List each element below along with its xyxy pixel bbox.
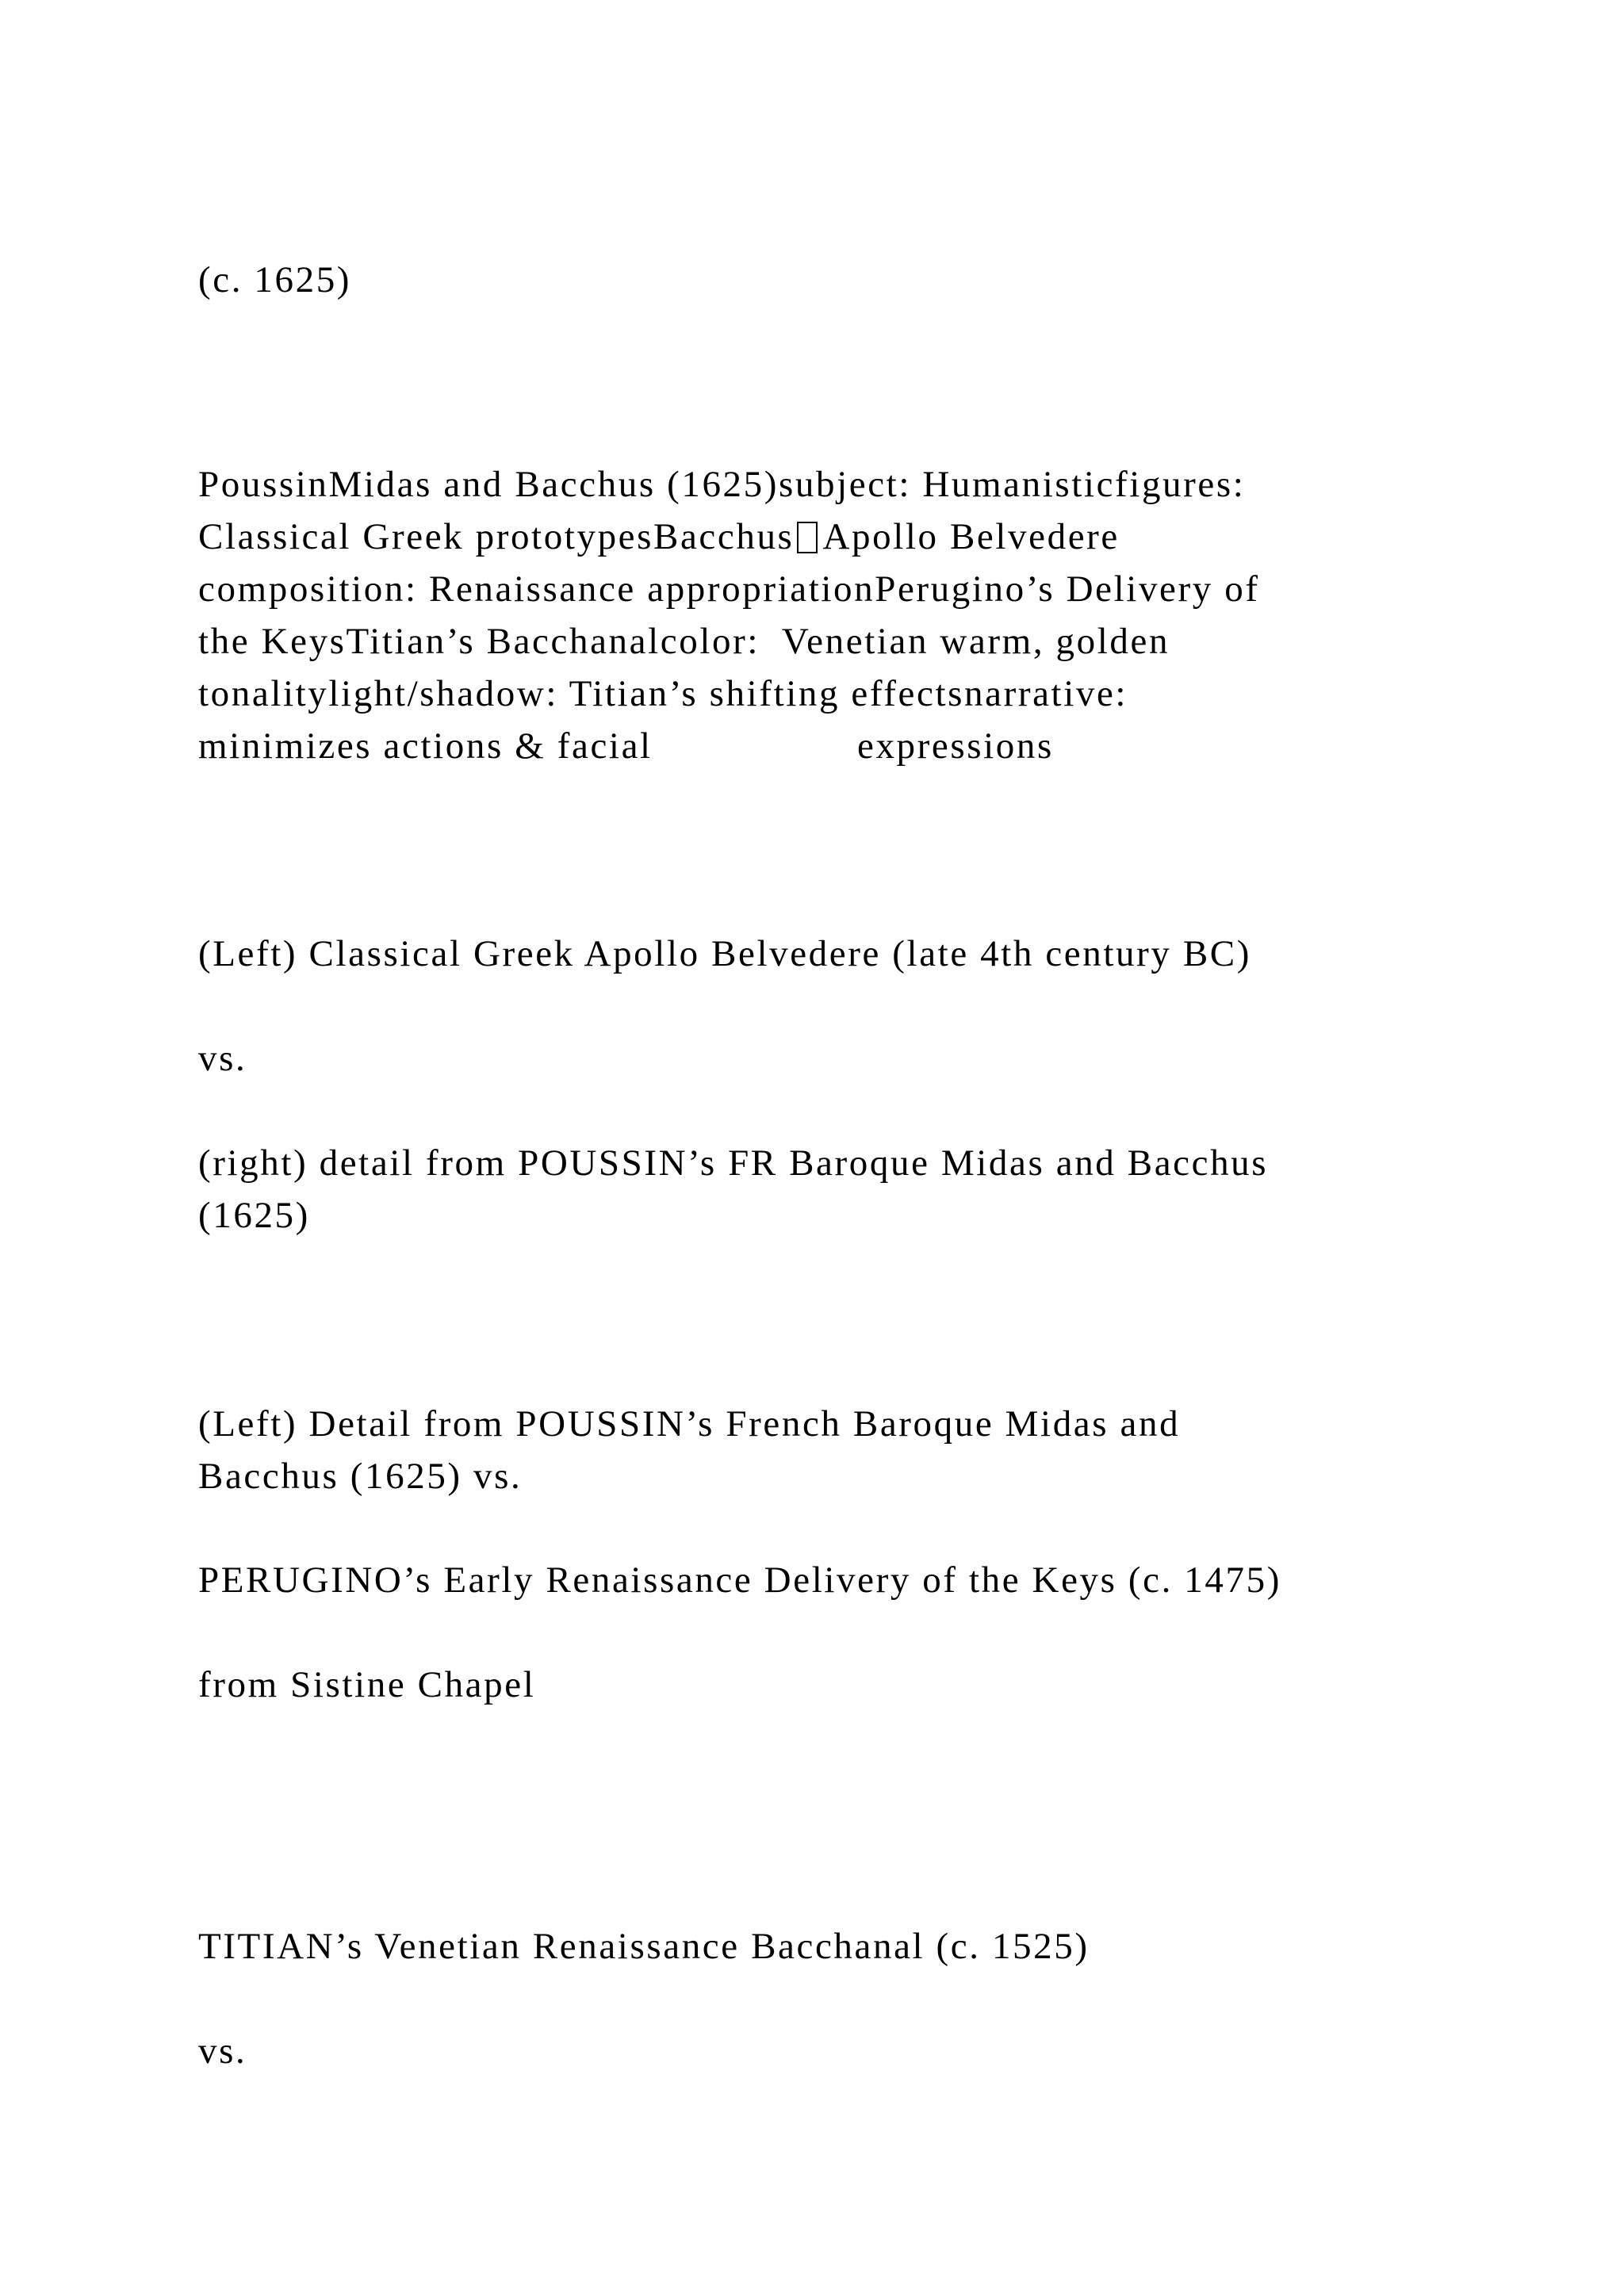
text-line: TITIAN’s Venetian Renaissance Bacchanal (c. 1525) [198,1926,1090,1967]
text-line: the KeysTitian’s Bacchanalcolor: Venetian warm, golden [198,621,1170,662]
poussin-french-caption [198,1398,1467,1502]
text-line: (Left) Classical Greek Apollo Belvedere (late 4th century BC) [198,933,1251,974]
missing-glyph-icon [797,522,818,553]
vs-separator [198,2025,1467,2077]
text-line: tonalitylight/shadow: Titian’s shifting effectsnarrative: [198,673,1128,714]
vs-separator [198,1032,1467,1085]
perugino-caption [198,1554,1467,1606]
date-line [198,254,1467,306]
poussin-notes-paragraph [198,458,1467,772]
text-line: composition: Renaissance appropriationPerugino’s Delivery of [198,568,1260,610]
text-line: (1625) [198,1195,310,1236]
text-line: PoussinMidas and Bacchus (1625)subject: Humanisticfigures: [198,464,1246,505]
text-segment: Apollo Belvedere [822,516,1120,557]
text-line: from Sistine Chapel [198,1664,536,1705]
text-line [198,511,1467,563]
sistine-chapel-line [198,1659,1467,1711]
text-line: minimizes actions & facial expressions [198,725,1054,767]
text-line: vs. [198,2030,247,2072]
text-line: (c. 1625) [198,259,352,300]
text-line: (Left) Detail from POUSSIN’s French Baroque Midas and [198,1403,1181,1445]
text-segment: Classical Greek prototypesBacchus [198,516,795,557]
apollo-caption [198,928,1467,980]
text-line: (right) detail from POUSSIN’s FR Baroque Midas and Bacchus [198,1142,1269,1184]
poussin-detail-caption [198,1137,1467,1242]
text-line: vs. [198,1038,247,1079]
text-line: Bacchus (1625) vs. [198,1456,523,1497]
text-line: PERUGINO’s Early Renaissance Delivery of the Keys (c. 1475) [198,1559,1281,1601]
titian-caption [198,1920,1467,1973]
